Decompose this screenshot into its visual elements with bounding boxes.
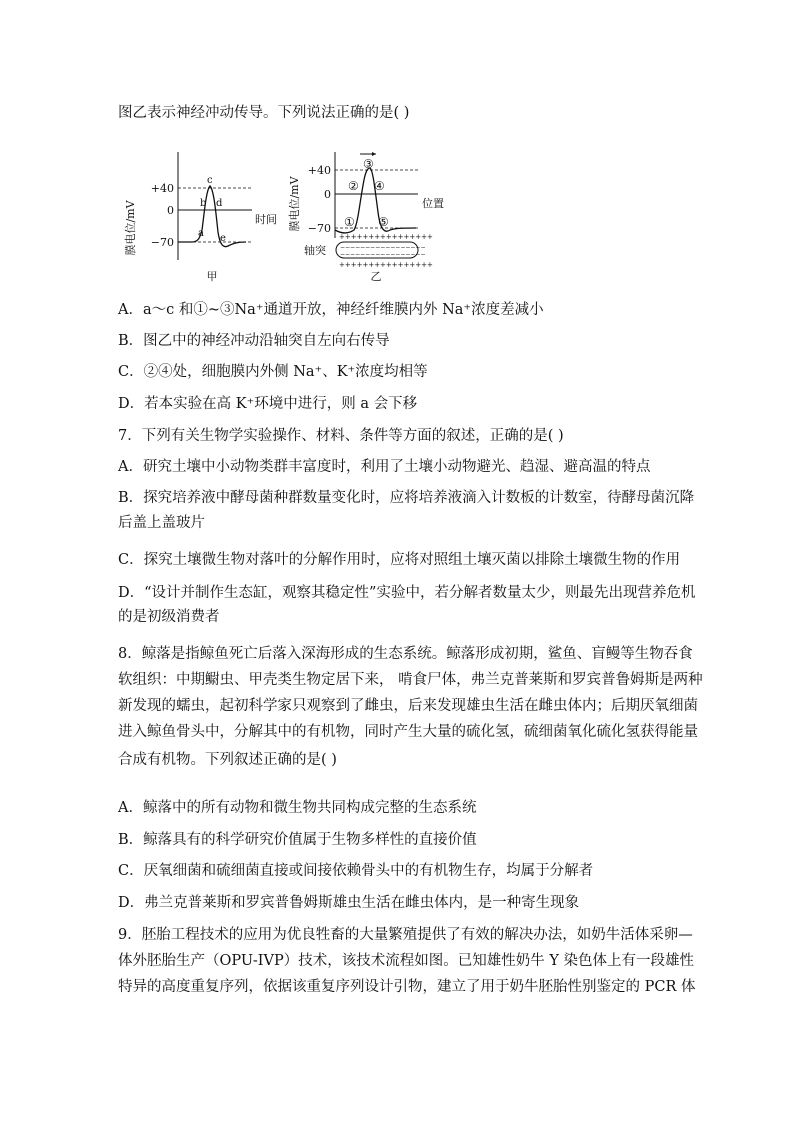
question9-stem-line2: 体外胚胎生产（OPU-IVP）技术，该技术流程如图。已知雄性奶牛 Y 染色体上有一段雄性 bbox=[118, 953, 694, 969]
question7-option-c: C．探究土壤微生物对落叶的分解作用时，应将对照组土壤灭菌以排除土壤微生物的作用 bbox=[118, 552, 681, 568]
yi-marker-3: ③ bbox=[363, 157, 374, 171]
question7-option-d: D．“设计并制作生态缸，观察其稳定性”实验中，若分解者数量太少，则最先出现营养危机 bbox=[118, 585, 696, 601]
jia-action-potential-curve bbox=[178, 186, 246, 247]
jia-point-e: e bbox=[220, 233, 226, 244]
yi-outer-top-charges: ++++++++++++++++ bbox=[339, 233, 433, 241]
yi-marker-5: ⑤ bbox=[378, 215, 389, 229]
jia-point-b: b bbox=[200, 198, 207, 209]
jia-point-a: a bbox=[198, 228, 204, 239]
question8-option-c: C．厌氧细菌和硫细菌直接或间接依赖骨头中的有机物生存，均属于分解者 bbox=[118, 863, 594, 879]
question8-stem-line3: 新发现的蠕虫，起初科学家只观察到了雌虫，后来发现雄虫生活在雌虫体内；后期厌氧细菌 bbox=[118, 698, 698, 714]
question8-option-a: A．鲸落中的所有动物和微生物共同构成完整的生态系统 bbox=[118, 800, 477, 816]
question9-stem-line3: 特异的高度重复序列，依据该重复序列设计引物，建立了用于奶牛胚胎性别鉴定的 PCR 体 bbox=[118, 979, 696, 995]
question8-stem-line2: 软组织：中期鳚虫、甲壳类生物定居下来， 啃食尸体，弗兰克普莱斯和罗宾普鲁姆斯是两种 bbox=[118, 672, 703, 688]
question7-option-a: A．研究土壤中小动物类群丰富度时，利用了土壤小动物避光、趋湿、避高温的特点 bbox=[118, 459, 651, 475]
question7-stem: 7．下列有关生物学实验操作、材料、条件等方面的叙述，正确的是( ) bbox=[118, 428, 564, 444]
yi-marker-2: ② bbox=[348, 179, 359, 193]
question8-option-d: D．弗兰克普莱斯和罗宾普鲁姆斯雄虫生活在雌虫体内，是一种寄生现象 bbox=[118, 895, 580, 911]
question7-option-b-cont: 后盖上盖玻片 bbox=[118, 515, 205, 531]
jia-caption: 甲 bbox=[206, 270, 218, 283]
question8-stem-line4: 进入鲸鱼骨头中，分解其中的有机物，同时产生大量的硫化氢，硫细菌氧化硫化氢获得能量 bbox=[118, 724, 698, 740]
yi-xlabel: 位置 bbox=[422, 197, 444, 210]
figure-svg bbox=[124, 150, 444, 288]
question8-option-b: B．鲸落具有的科学研究价值属于生物多样性的直接价值 bbox=[118, 832, 477, 848]
question9-stem-line1: 9．胚胎工程技术的应用为优良牲畜的大量繁殖提供了有效的解决办法，如奶牛活体采卵— bbox=[118, 927, 693, 943]
jia-ytick-plus40: +40 bbox=[150, 182, 174, 195]
question8-stem-line1: 8．鲸落是指鲸鱼死亡后落入深海形成的生态系统。鲸落形成初期，鲨鱼、盲鳗等生物吞食 bbox=[118, 646, 693, 662]
panel-jia bbox=[123, 152, 277, 283]
yi-inner-top-charges: −−−−−−−−−−−−−−−−− bbox=[340, 244, 426, 251]
panel-yi bbox=[287, 152, 444, 283]
jia-ytick-minus70: −70 bbox=[150, 236, 174, 249]
question6-option-b: B．图乙中的神经冲动沿轴突自左向右传导 bbox=[118, 333, 390, 349]
jia-xlabel: 时间 bbox=[255, 213, 277, 226]
yi-outer-bottom-charges: ++++++++++++++++ bbox=[339, 261, 433, 269]
jia-ylabel: 膜电位/mV bbox=[124, 200, 137, 256]
yi-ylabel: 膜电位/mV bbox=[288, 176, 301, 232]
question8-stem-line5: 合成有机物。下列叙述正确的是( ) bbox=[118, 752, 337, 768]
yi-marker-1: ① bbox=[344, 215, 355, 229]
question6-option-d: D．若本实验在高 K⁺环境中进行，则 a 会下移 bbox=[118, 396, 418, 412]
yi-ytick-plus40: +40 bbox=[307, 164, 331, 177]
yi-axon-label: 轴突 bbox=[304, 244, 326, 257]
jia-point-d: d bbox=[216, 198, 223, 209]
jia-ytick-zero: 0 bbox=[167, 204, 174, 217]
yi-caption: 乙 bbox=[370, 270, 382, 283]
question6-option-c: C．②④处，细胞膜内外侧 Na⁺、K⁺浓度均相等 bbox=[118, 364, 428, 380]
yi-ytick-minus70: −70 bbox=[307, 222, 331, 235]
yi-marker-4: ④ bbox=[374, 179, 385, 193]
nerve-impulse-figure bbox=[124, 150, 444, 288]
question7-option-d-cont: 的是初级消费者 bbox=[118, 609, 220, 625]
question7-option-b: B．探究培养液中酵母菌种群数量变化时，应将培养液滴入计数板的计数室，待酵母菌沉降 bbox=[118, 490, 695, 506]
yi-ytick-zero: 0 bbox=[324, 188, 331, 201]
yi-arrowhead bbox=[372, 152, 376, 156]
jia-point-c: c bbox=[207, 175, 213, 186]
yi-inner-bottom-charges: −−−−−−−−−−−−−−−−− bbox=[340, 251, 426, 258]
question6-stem-tail: 图乙表示神经冲动传导。下列说法正确的是( ) bbox=[118, 105, 410, 121]
question6-option-a: A．a～c 和①~③Na⁺通道开放，神经纤维膜内外 Na⁺浓度差减小 bbox=[118, 302, 544, 318]
